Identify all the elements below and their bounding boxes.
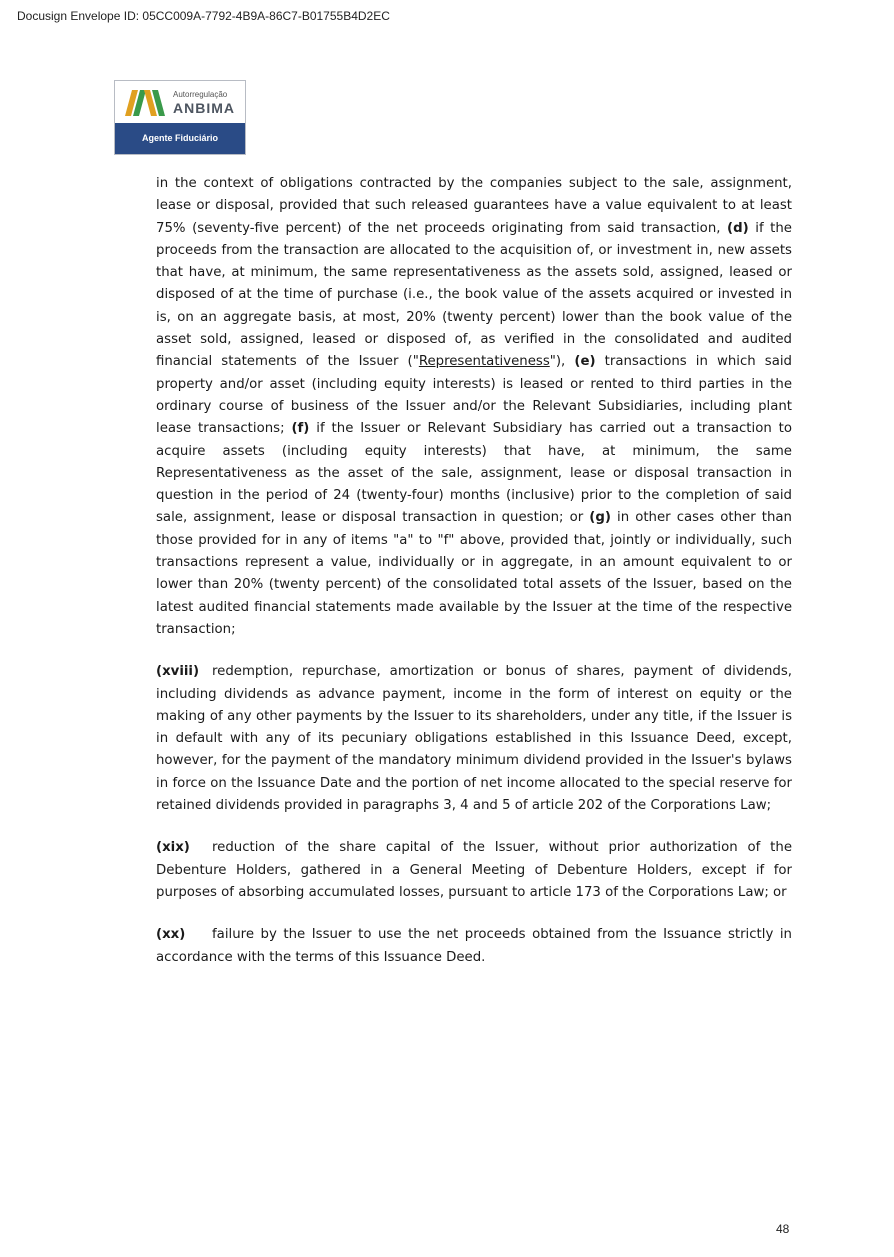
page-number: 48 bbox=[776, 1222, 790, 1236]
representativeness-term: Representativeness bbox=[418, 354, 550, 370]
envelope-id: Docusign Envelope ID: 05CC009A-7792-4B9A-86C7-B01755B4D2EC bbox=[17, 9, 390, 23]
item-d-label: (d) bbox=[727, 220, 749, 236]
clause-xix bbox=[156, 837, 792, 904]
logo-band: Agente Fiduciário bbox=[115, 123, 245, 154]
clause-number: (xx) bbox=[156, 927, 186, 943]
clause-text: failure by the Issuer to use the net proceeds obtained from the Issuance strictly in accordance with the terms of this Issuance Deed. bbox=[156, 927, 792, 965]
item-f-label: (f) bbox=[291, 421, 310, 437]
clause-text: reduction of the share capital of the Issuer, without prior authorization of the Debenture Holders, gathered in a General Meeting of Debenture Holders, except if for purposes of absorbing accumulated losses, pursuant to article 173 of the Corporations Law; or bbox=[156, 840, 792, 900]
document-body bbox=[156, 173, 792, 989]
anbima-logo bbox=[114, 80, 246, 155]
item-e-label: (e) bbox=[574, 354, 596, 370]
paragraph-continuation: in the context of obligations contracted by the companies subject to the sale, assignment, lease or disposal, provided that such released guarantees have a value equivalent to at least 75% (seventy-five percent) of the net proceeds originating from said transaction, (d) if the proceeds from the transaction are allocated to the acquisition of, or investment in, new assets that have, at minimum, the same representativeness as the assets sold, assigned, leased or disposed of at the time of purchase (i.e., the book value of the assets acquired or invested in is, on an aggregate basis, at most, 20% (twenty percent) lower than the book value of the asset sold, assigned, leased or disposed of, as verified in the consolidated and audited financial statements of the Issuer ("Representativeness"), (e) transactions in which said property and/or asset (including equity interests) is leased or rented to third parties in the ordinary course of business of the Issuer and/or the Relevant Subsidiaries, including plant lease transactions; (f) if the Issuer or Relevant Subsidiary has carried out a transaction to acquire assets (including equity interests) that have, at minimum, the same Representativeness as the asset of the sale, assignment, lease or disposal transaction in question in the period of 24 (twenty-four) months (inclusive) prior to the completion of said sale, assignment, lease or disposal transaction in question; or (g) in other cases other than those provided for in any of items "a" to "f" above, provided that, jointly or individually, such transactions represent a value, individually or in aggregate, in an amount equivalent to or lower than 20% (twenty percent) of the consolidated total assets of the Issuer, based on the latest audited financial statements made available by the Issuer at the time of the respective transaction; bbox=[156, 176, 792, 637]
logo-subtitle: Autorregulação bbox=[173, 90, 228, 99]
anbima-mark-icon bbox=[125, 90, 165, 116]
clause-xx bbox=[156, 924, 792, 969]
item-g-label: (g) bbox=[589, 510, 611, 526]
clause-number: (xviii) bbox=[156, 664, 200, 680]
logo-brand: ANBIMA bbox=[173, 100, 235, 116]
clause-text: redemption, repurchase, amortization or bonus of shares, payment of dividends, including dividends as advance payment, income in the form of interest on equity or the making of any other payments by the Issuer to its shareholders, under any title, if the Issuer is in default with any of its pecuniary obligations established in this Issuance Deed, except, however, for the payment of the mandatory minimum dividend provided in the Issuer's bylaws in force on the Issuance Date and the portion of net income allocated to the special reserve for retained dividends provided in paragraphs 3, 4 and 5 of article 202 of the Corporations Law; bbox=[156, 664, 792, 814]
clause-xviii bbox=[156, 661, 792, 817]
clause-number: (xix) bbox=[156, 840, 190, 856]
